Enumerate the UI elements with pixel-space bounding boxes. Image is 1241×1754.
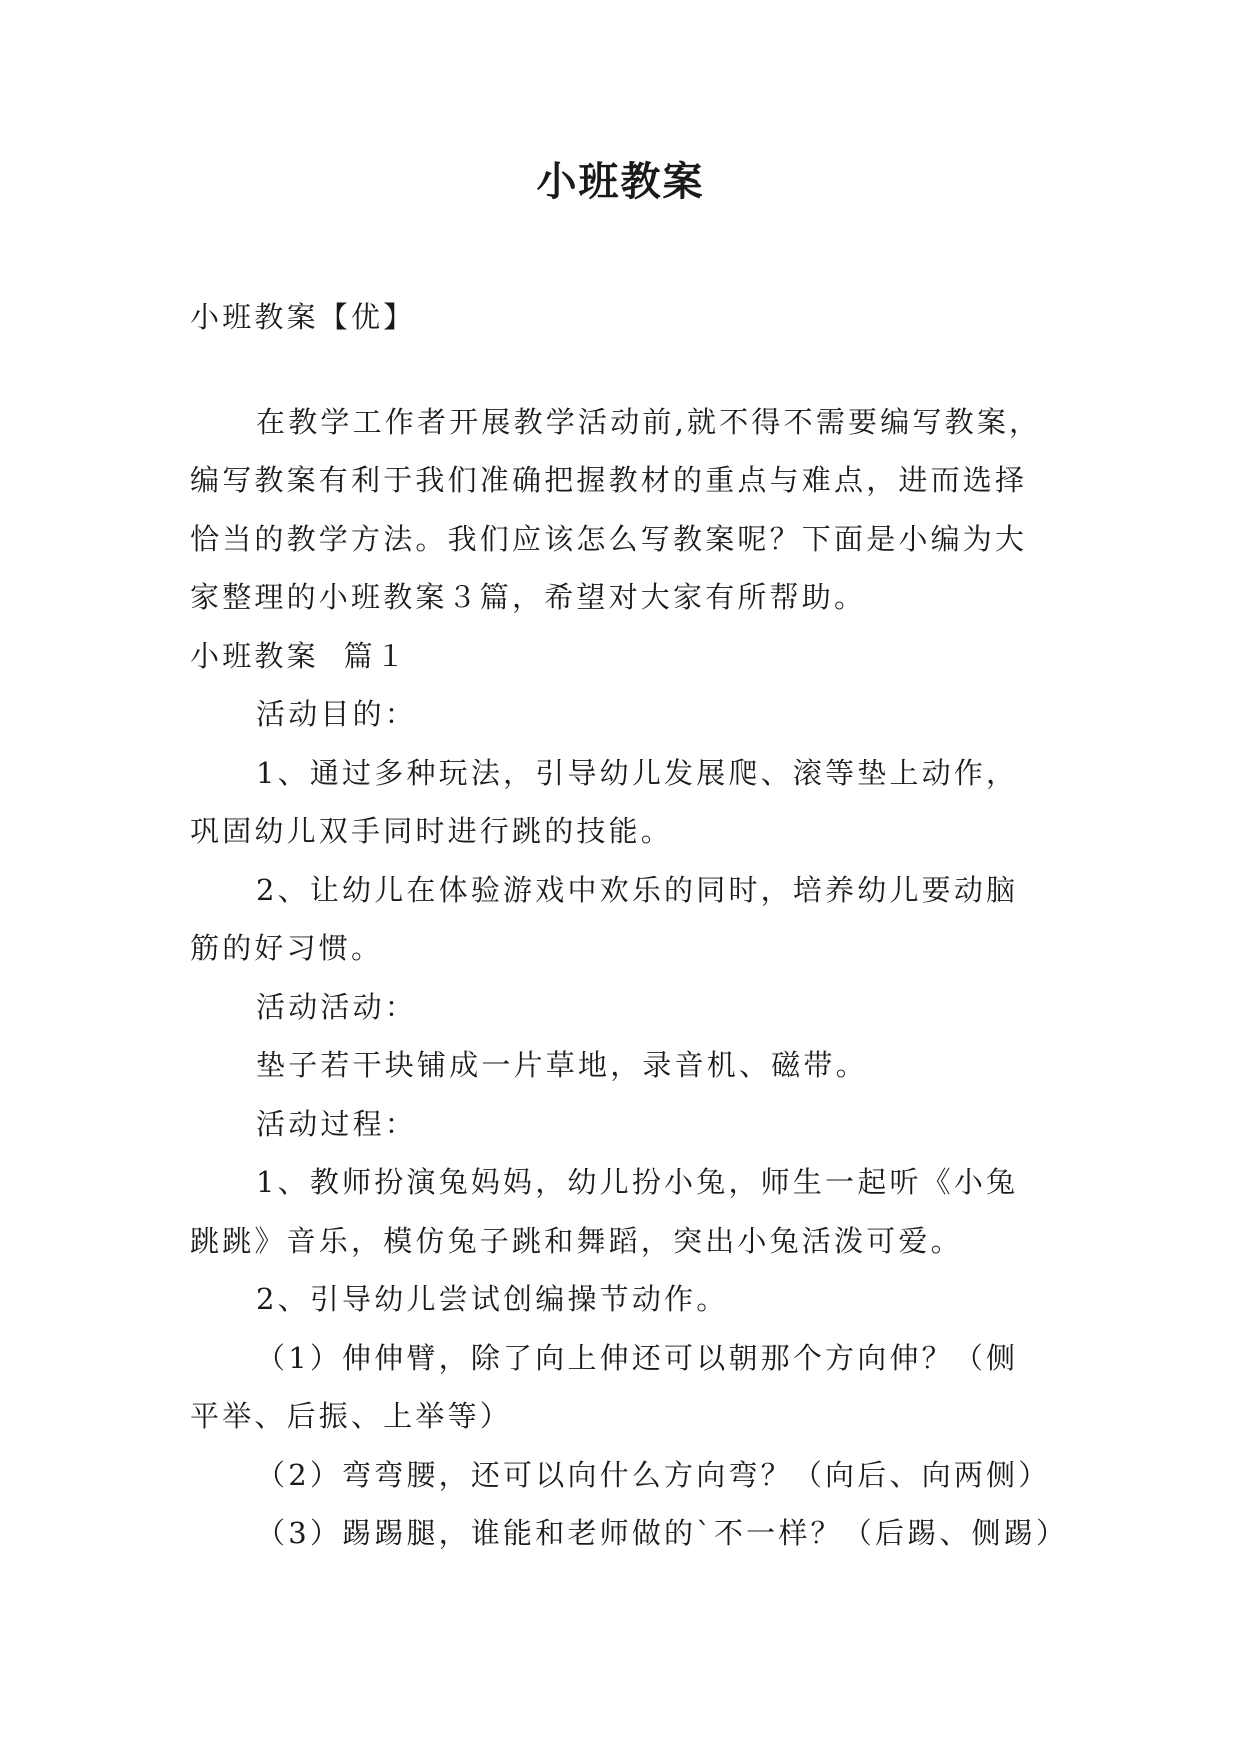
step-line: 跳跳》音乐，模仿兔子跳和舞蹈，突出小兔活泼可爱。 bbox=[190, 1223, 963, 1258]
step-line: 2、引导幼儿尝试创编操节动作。 bbox=[256, 1282, 729, 1316]
step-line: 1、教师扮演兔妈妈，幼儿扮小兔，师生一起听《小兔 bbox=[256, 1165, 1019, 1199]
sub-step-line: （3）踢踢腿，谁能和老师做的`不一样？（后踢、侧踢） bbox=[256, 1516, 1069, 1550]
materials-text: 垫子若干块铺成一片草地，录音机、磁带。 bbox=[256, 1048, 868, 1082]
materials-heading: 活动活动： bbox=[256, 989, 418, 1024]
goal-line: 2、让幼儿在体验游戏中欢乐的同时，培养幼儿要动脑 bbox=[256, 872, 1019, 907]
process-heading: 活动过程： bbox=[256, 1106, 418, 1141]
goal-line: 1、通过多种玩法，引导幼儿发展爬、滚等垫上动作， bbox=[256, 755, 1019, 790]
intro-line: 编写教案有利于我们准确把握教材的重点与难点，进而选择 bbox=[190, 463, 1028, 497]
intro-line: 在教学工作者开展教学活动前,就不得不需要编写教案， bbox=[256, 404, 1042, 439]
sub-step-line: （2）弯弯腰，还可以向什么方向弯？（向后、向两侧） bbox=[256, 1457, 1051, 1492]
document-body bbox=[190, 288, 1069, 1563]
goals-heading: 活动目的： bbox=[256, 697, 418, 731]
sub-step-line: （1）伸伸臂，除了向上伸还可以朝那个方向伸？（侧 bbox=[256, 1340, 1019, 1375]
goal-line: 巩固幼儿双手同时进行跳的技能。 bbox=[190, 814, 674, 848]
intro-line: 恰当的教学方法。我们应该怎么写教案呢？下面是小编为大 bbox=[190, 521, 1028, 556]
intro-line: 家整理的小班教案３篇，希望对大家有所帮助。 bbox=[190, 580, 867, 614]
section-heading: 小班教案 篇１ bbox=[190, 638, 409, 673]
spacer bbox=[190, 347, 1052, 393]
document-title: 小班教案 bbox=[536, 158, 705, 205]
sub-step-line: 平举、后振、上举等） bbox=[190, 1399, 513, 1433]
document-subtitle: 小班教案【优】 bbox=[190, 300, 416, 334]
goal-line: 筋的好习惯。 bbox=[190, 931, 384, 965]
